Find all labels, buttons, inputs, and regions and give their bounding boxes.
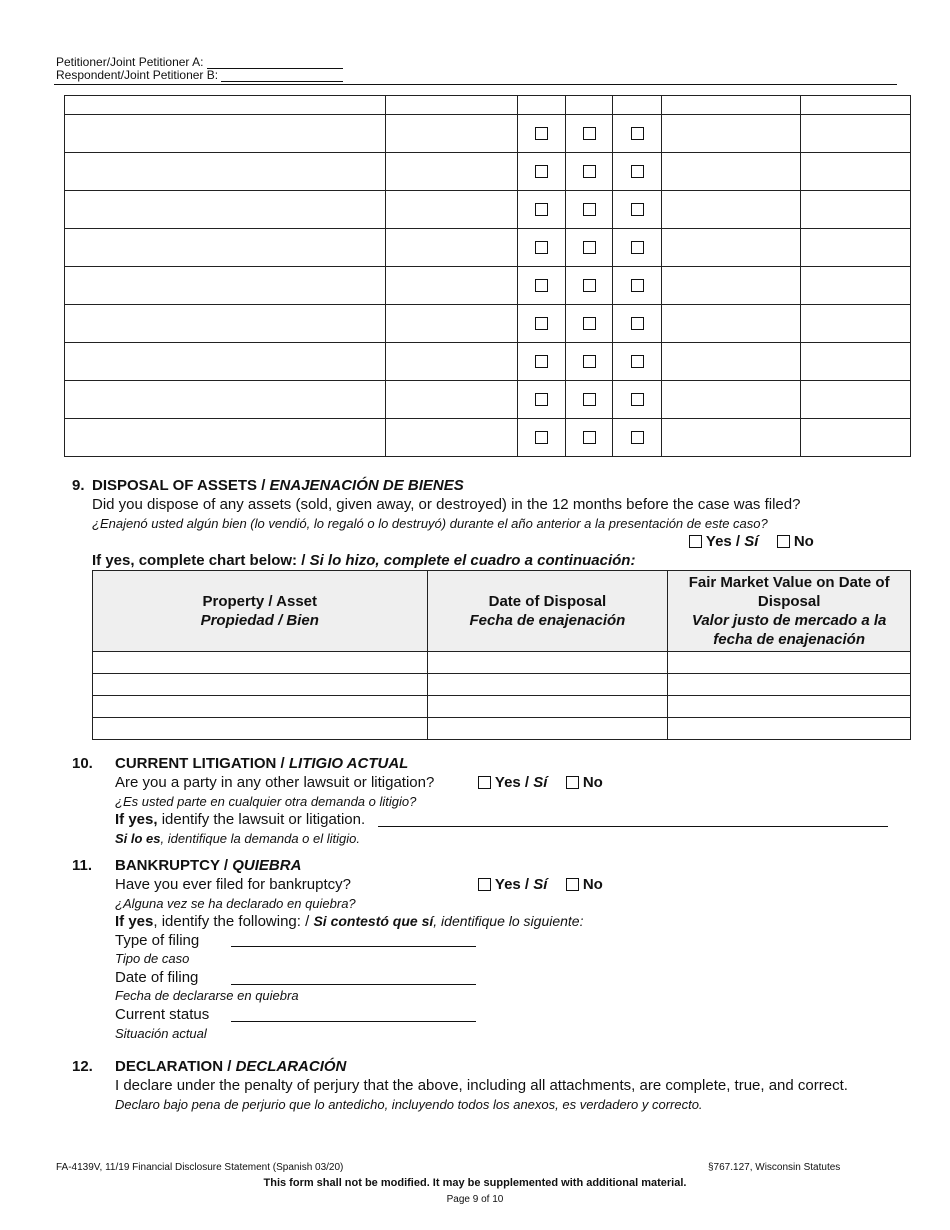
col-header-es: Fecha de enajenación — [469, 612, 626, 629]
section-9-title-en: DISPOSAL OF ASSETS / — [92, 477, 270, 494]
table-row — [93, 652, 911, 674]
row-checkbox[interactable] — [535, 241, 548, 254]
row-checkbox[interactable] — [631, 431, 644, 444]
yes-label: Yes / — [705, 533, 745, 550]
table-cell[interactable] — [662, 229, 801, 267]
table-cell[interactable] — [801, 191, 911, 229]
table-cell — [613, 96, 662, 115]
table-cell[interactable] — [801, 343, 911, 381]
table-cell — [566, 419, 613, 457]
date-of-filing-label-es: Fecha de declararse en quiebra — [115, 988, 299, 1003]
section-10-title-en: CURRENT LITIGATION / — [115, 755, 289, 772]
section-12-number: 12. — [72, 1058, 93, 1075]
table-cell[interactable] — [65, 343, 386, 381]
no-label: No — [582, 876, 603, 893]
row-checkbox[interactable] — [583, 355, 596, 368]
section-11-ifyes — [115, 913, 583, 930]
section-9-question: Did you dispose of any assets (sold, given away, or destroyed) in the 12 months before the case was filed? — [92, 496, 801, 513]
yes-label: Yes / — [494, 876, 534, 893]
table-cell[interactable] — [662, 305, 801, 343]
row-checkbox[interactable] — [583, 279, 596, 292]
table-row — [65, 381, 911, 419]
row-checkbox[interactable] — [535, 355, 548, 368]
section-11-title-en: BANKRUPTCY / — [115, 857, 233, 874]
section-10-title-es: LITIGIO ACTUAL — [288, 755, 409, 772]
section-9-title-es: ENAJENACIÓN DE BIENES — [269, 477, 464, 494]
section-10-number: 10. — [72, 755, 93, 772]
row-checkbox[interactable] — [631, 241, 644, 254]
yes-label: Yes / — [494, 774, 534, 791]
chart-intro-es: Si lo hizo, complete el cuadro a continuación: — [309, 552, 636, 569]
case-header — [56, 56, 343, 82]
header-divider — [54, 84, 897, 85]
table-cell — [613, 153, 662, 191]
table-cell[interactable] — [427, 674, 668, 696]
table-cell[interactable] — [662, 191, 801, 229]
table-row — [65, 343, 911, 381]
table-cell[interactable] — [801, 267, 911, 305]
row-checkbox[interactable] — [583, 203, 596, 216]
asset-table-header-row — [65, 96, 911, 115]
section-11-yes-checkbox[interactable] — [478, 878, 491, 891]
section-9-title — [92, 477, 464, 494]
section-10-no-checkbox[interactable] — [566, 776, 579, 789]
table-cell — [566, 96, 613, 115]
table-cell — [613, 191, 662, 229]
table-row — [93, 674, 911, 696]
table-row — [65, 419, 911, 457]
col-date-of-disposal — [427, 571, 668, 652]
section-12-title-es: DECLARACIÓN — [235, 1058, 347, 1075]
section-11-question-es: ¿Alguna vez se ha declarado en quiebra? — [115, 896, 356, 911]
row-checkbox[interactable] — [535, 127, 548, 140]
type-of-filing-label-es: Tipo de caso — [115, 951, 190, 966]
table-cell — [518, 343, 566, 381]
table-cell[interactable] — [801, 153, 911, 191]
no-label: No — [793, 533, 814, 550]
type-of-filing-label: Type of filing — [115, 932, 200, 949]
table-cell — [613, 115, 662, 153]
table-cell[interactable] — [662, 153, 801, 191]
table-cell — [518, 305, 566, 343]
footer-notice: This form shall not be modified. It may be supplemented with additional material. — [263, 1177, 687, 1189]
row-checkbox[interactable] — [583, 393, 596, 406]
table-cell[interactable] — [668, 696, 911, 718]
table-cell[interactable] — [65, 305, 386, 343]
table-cell[interactable] — [93, 718, 428, 740]
row-checkbox[interactable] — [631, 393, 644, 406]
section-9-yes-no — [689, 533, 814, 550]
table-cell[interactable] — [385, 381, 518, 419]
table-cell[interactable] — [801, 305, 911, 343]
asset-table — [64, 95, 911, 457]
ifyes-bold: If yes, — [115, 811, 158, 828]
table-row — [65, 153, 911, 191]
current-status-label: Current status — [115, 1006, 210, 1023]
form-id: FA-4139V, 11/19 Financial Disclosure Statement (Spanish 03/20) — [56, 1162, 344, 1173]
date-of-filing-field[interactable] — [231, 984, 476, 985]
table-cell[interactable] — [385, 191, 518, 229]
table-cell[interactable] — [65, 419, 386, 457]
section-10-ifyes — [115, 811, 365, 828]
table-cell[interactable] — [801, 381, 911, 419]
ifyes-rest: identify the lawsuit or litigation. — [157, 811, 366, 828]
yes-label-es: Sí — [533, 876, 548, 893]
table-row — [65, 115, 911, 153]
table-cell[interactable] — [385, 153, 518, 191]
table-cell[interactable] — [65, 153, 386, 191]
table-cell[interactable] — [385, 96, 518, 115]
section-9-chart-intro — [92, 552, 635, 569]
section-11-title-es: QUIEBRA — [232, 857, 302, 874]
ifyes-es-bold: Si contestó que sí — [313, 913, 434, 929]
table-cell — [613, 419, 662, 457]
table-cell — [566, 115, 613, 153]
col-header-en: Date of Disposal — [488, 593, 607, 610]
table-cell[interactable] — [93, 696, 428, 718]
col-header-en: Fair Market Value on Date of Disposal — [688, 574, 890, 610]
section-10-question: Are you a party in any other lawsuit or litigation? — [115, 774, 435, 791]
col-header-es: Valor justo de mercado a la fecha de enajenación — [691, 612, 887, 648]
table-cell[interactable] — [662, 267, 801, 305]
table-cell[interactable] — [65, 191, 386, 229]
table-cell — [613, 305, 662, 343]
row-checkbox[interactable] — [535, 279, 548, 292]
respondent-field[interactable] — [221, 81, 343, 82]
row-checkbox[interactable] — [535, 165, 548, 178]
yes-label-es: Sí — [533, 774, 548, 791]
table-cell[interactable] — [385, 115, 518, 153]
table-cell[interactable] — [662, 115, 801, 153]
col-fair-market-value — [668, 571, 911, 652]
row-checkbox[interactable] — [631, 279, 644, 292]
row-checkbox[interactable] — [583, 165, 596, 178]
table-cell — [566, 343, 613, 381]
ifyes-bold: If yes — [115, 913, 154, 930]
current-status-field[interactable] — [231, 1021, 476, 1022]
table-cell — [566, 191, 613, 229]
table-cell — [613, 229, 662, 267]
table-cell — [566, 305, 613, 343]
ifyes-rest: , identify the following: / — [153, 913, 314, 930]
table-cell[interactable] — [662, 381, 801, 419]
section-11-question: Have you ever filed for bankruptcy? — [115, 876, 351, 893]
section-11-number: 11. — [72, 857, 93, 874]
disposal-table — [92, 570, 911, 740]
section-10-title — [115, 755, 408, 772]
respondent-label: Respondent/Joint Petitioner B: — [56, 68, 219, 82]
table-cell[interactable] — [668, 674, 911, 696]
row-checkbox[interactable] — [631, 203, 644, 216]
section-11-yes-no — [478, 876, 603, 893]
statute: §767.127, Wisconsin Statutes — [708, 1162, 841, 1173]
ifyes-es-rest: , identifique la demanda o el litigio. — [160, 831, 360, 846]
table-cell — [613, 267, 662, 305]
table-cell — [613, 343, 662, 381]
col-property-asset — [93, 571, 428, 652]
row-checkbox[interactable] — [583, 241, 596, 254]
table-cell — [518, 153, 566, 191]
table-row — [65, 267, 911, 305]
petitioner-label: Petitioner/Joint Petitioner A: — [56, 55, 204, 69]
col-header-es: Propiedad / Bien — [200, 612, 319, 629]
ifyes-es-rest: , identifique lo siguiente: — [433, 913, 584, 929]
ifyes-es-bold: Si lo es — [115, 831, 161, 846]
declaration-text: I declare under the penalty of perjury that the above, including all attachments, are complete, true, and correct. — [115, 1077, 848, 1094]
section-9-yes-checkbox[interactable] — [689, 535, 702, 548]
table-cell — [518, 419, 566, 457]
section-10-question-es: ¿Es usted parte en cualquier otra demanda o litigio? — [115, 794, 417, 809]
no-label: No — [582, 774, 603, 791]
table-cell[interactable] — [385, 343, 518, 381]
table-cell — [518, 229, 566, 267]
section-9-no-checkbox[interactable] — [777, 535, 790, 548]
table-cell[interactable] — [385, 267, 518, 305]
row-checkbox[interactable] — [631, 355, 644, 368]
table-cell[interactable] — [93, 652, 428, 674]
lawsuit-field[interactable] — [378, 826, 888, 827]
row-checkbox[interactable] — [631, 317, 644, 330]
table-cell[interactable] — [668, 652, 911, 674]
table-row — [65, 191, 911, 229]
table-cell — [518, 96, 566, 115]
table-cell[interactable] — [662, 343, 801, 381]
table-cell[interactable] — [65, 229, 386, 267]
table-cell[interactable] — [427, 718, 668, 740]
table-row — [65, 229, 911, 267]
section-11-no-checkbox[interactable] — [566, 878, 579, 891]
table-cell[interactable] — [385, 229, 518, 267]
section-10-yes-checkbox[interactable] — [478, 776, 491, 789]
table-cell[interactable] — [668, 718, 911, 740]
section-9-number: 9. — [72, 477, 85, 494]
table-cell — [566, 153, 613, 191]
row-checkbox[interactable] — [631, 127, 644, 140]
section-10-ifyes-es — [115, 831, 360, 846]
table-row — [65, 305, 911, 343]
col-header-en: Property / Asset — [202, 593, 318, 610]
table-cell[interactable] — [801, 96, 911, 115]
page-number: Page 9 of 10 — [446, 1194, 504, 1205]
declaration-text-es: Declaro bajo pena de perjurio que lo antedicho, incluyendo todos los anexos, es verdadero y correcto. — [115, 1097, 703, 1112]
table-cell — [518, 191, 566, 229]
table-cell[interactable] — [65, 96, 386, 115]
row-checkbox[interactable] — [631, 165, 644, 178]
row-checkbox[interactable] — [535, 431, 548, 444]
table-cell — [566, 381, 613, 419]
table-cell — [566, 267, 613, 305]
table-row — [93, 718, 911, 740]
table-cell[interactable] — [801, 229, 911, 267]
table-cell[interactable] — [662, 96, 801, 115]
row-checkbox[interactable] — [535, 317, 548, 330]
table-cell[interactable] — [427, 652, 668, 674]
table-cell[interactable] — [662, 419, 801, 457]
table-cell[interactable] — [385, 419, 518, 457]
section-11-title — [115, 857, 301, 874]
table-cell — [518, 267, 566, 305]
section-12-title-en: DECLARATION / — [115, 1058, 236, 1075]
table-cell[interactable] — [427, 696, 668, 718]
yes-label-es: Sí — [744, 533, 759, 550]
row-checkbox[interactable] — [535, 393, 548, 406]
table-cell[interactable] — [65, 115, 386, 153]
row-checkbox[interactable] — [583, 317, 596, 330]
row-checkbox[interactable] — [535, 203, 548, 216]
table-cell[interactable] — [65, 267, 386, 305]
section-9-question-es: ¿Enajenó usted algún bien (lo vendió, lo regaló o lo destruyó) durante el año anterior a la presentación de este caso? — [92, 516, 768, 531]
table-cell — [518, 381, 566, 419]
table-cell[interactable] — [385, 305, 518, 343]
type-of-filing-field[interactable] — [231, 946, 476, 947]
section-12-title — [115, 1058, 346, 1075]
date-of-filing-label: Date of filing — [115, 969, 199, 986]
table-cell[interactable] — [93, 674, 428, 696]
table-row — [93, 696, 911, 718]
table-cell[interactable] — [65, 381, 386, 419]
disposal-table-header — [93, 571, 911, 652]
table-cell — [613, 381, 662, 419]
table-cell — [518, 115, 566, 153]
row-checkbox[interactable] — [583, 127, 596, 140]
section-10-yes-no — [478, 774, 603, 791]
table-cell — [566, 229, 613, 267]
chart-intro-en: If yes, complete chart below: / — [92, 552, 310, 569]
current-status-label-es: Situación actual — [115, 1026, 207, 1041]
table-cell[interactable] — [801, 419, 911, 457]
row-checkbox[interactable] — [583, 431, 596, 444]
table-cell[interactable] — [801, 115, 911, 153]
